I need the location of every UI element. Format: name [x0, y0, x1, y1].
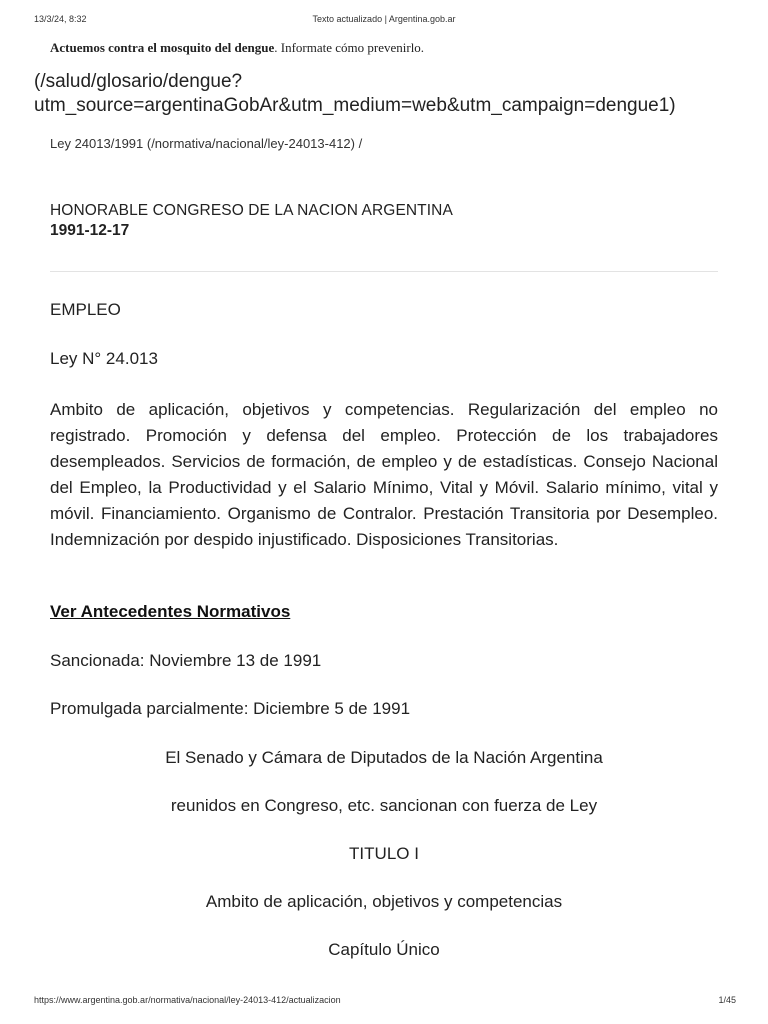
antecedentes-link[interactable]: Ver Antecedentes Normativos — [50, 602, 291, 621]
print-footer — [0, 995, 768, 1009]
divider — [50, 271, 718, 272]
dengue-banner[interactable] — [50, 40, 424, 56]
print-page-title: Texto actualizado | Argentina.gob.ar — [312, 14, 456, 24]
title-heading: TITULO I — [349, 844, 419, 863]
law-number: Ley N° 24.013 — [50, 349, 158, 368]
banner-link-url[interactable] — [34, 70, 734, 118]
banner-link-line-1: (/salud/glosario/dengue? — [34, 71, 243, 92]
enacting-clause: El Senado y Cámara de Diputados de la Nación Argentina — [165, 748, 603, 767]
issuer-title: HONORABLE CONGRESO DE LA NACION ARGENTINA — [50, 202, 453, 219]
print-header — [0, 14, 768, 28]
banner-link-line-2: utm_source=argentinaGobAr&utm_medium=web&utm_campaign=dengue1) — [34, 95, 676, 116]
document-date: 1991-12-17 — [50, 222, 130, 239]
sanction-date: Sancionada: Noviembre 13 de 1991 — [50, 651, 322, 670]
banner-strong-text: Actuemos contra el mosquito del dengue — [50, 40, 275, 55]
breadcrumb[interactable]: Ley 24013/1991 (/normativa/nacional/ley-24013-412) / — [50, 136, 363, 151]
banner-rest-text: . Informate cómo prevenirlo. — [274, 40, 425, 55]
law-summary: Ambito de aplicación, objetivos y competencias. Regularización del empleo no registrado. Promoción y defensa del empleo. Protección de los trabajadores desempleados. Servicios de formación, de empleo y de estadísticas. Consejo Nacional del Empleo, la Productividad y el Salario Mínimo, Vital y Móvil. Salario mínimo, vital y móvil. Financiamiento. Organismo de Contralor. Prestación Transitoria por Desempleo. Indemnización por despido injustificado. Disposiciones Transitorias. — [50, 400, 718, 549]
promulgation-date: Promulgada parcialmente: Diciembre 5 de 1991 — [50, 699, 411, 718]
print-datetime: 13/3/24, 8:32 — [34, 14, 87, 24]
topic-heading: EMPLEO — [50, 300, 121, 319]
chapter-heading: Capítulo Único — [328, 940, 440, 959]
title-subheading: Ambito de aplicación, objetivos y competencias — [205, 892, 563, 911]
print-url: https://www.argentina.gob.ar/normativa/nacional/ley-24013-412/actualizacion — [34, 995, 341, 1005]
enacting-formula: reunidos en Congreso, etc. sancionan con fuerza de Ley — [170, 796, 598, 815]
page-counter: 1/45 — [718, 995, 736, 1005]
